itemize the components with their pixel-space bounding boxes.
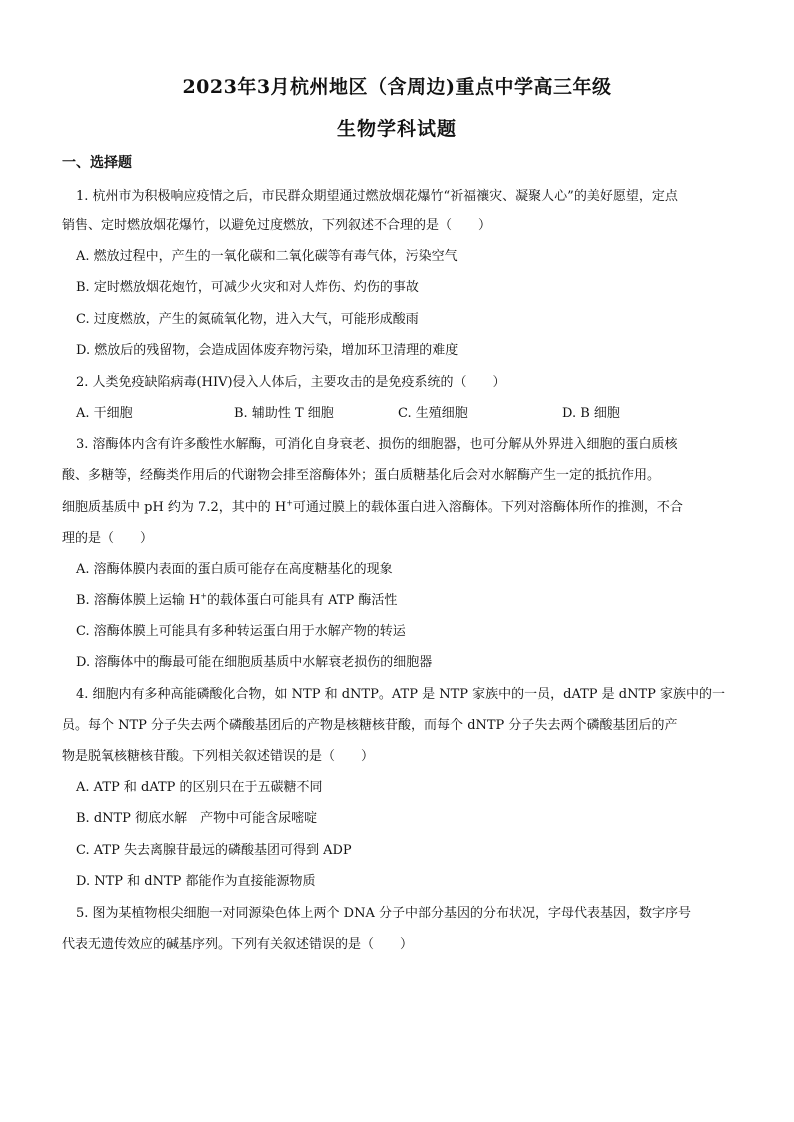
q2-option-a: A. 干细胞 (76, 406, 133, 421)
q5-stem-line1: 5. 图为某植物根尖细胞一对同源染色体上两个 DNA 分子中部分基因的分布状况，字母代表基因，数字序号 (76, 906, 691, 921)
q2-option-b: B. 辅助性 T 细胞 (234, 406, 334, 421)
q1-option-a: A. 燃放过程中，产生的一氧化碳和二氧化碳等有毒气体，污染空气 (76, 249, 458, 264)
q2-stem: 2. 人类免疫缺陷病毒(HIV)侵入人体后，主要攻击的是免疫系统的（ ） (76, 375, 506, 390)
q3-stem-line4: 理的是（ ） (62, 531, 154, 546)
q1-option-c: C. 过度燃放，产生的氮硫氧化物，进入大气，可能形成酸雨 (76, 312, 419, 327)
q3-option-c: C. 溶酶体膜上可能具有多种转运蛋白用于水解产物的转运 (76, 624, 406, 639)
q4-option-d: D. NTP 和 dNTP 都能作为直接能源物质 (76, 874, 316, 889)
exam-title: 2023年3月杭州地区（含周边)重点中学高三年级 (182, 76, 612, 98)
q3-option-b-part1: B. 溶酶体膜上运输 H (76, 593, 201, 608)
q3-option-b (76, 589, 397, 608)
q4-stem-line2: 员。每个 NTP 分子失去两个磷酸基团后的产物是核糖核苷酸，而每个 dNTP 分子失去两个磷酸基团后的产 (62, 718, 678, 733)
q3-stem-line3 (62, 496, 683, 515)
q3-option-a: A. 溶酶体膜内表面的蛋白质可能存在高度糖基化的现象 (76, 562, 393, 577)
q1-option-b: B. 定时燃放烟花炮竹，可减少火灾和对人炸伤、灼伤的事故 (76, 280, 419, 295)
q2-option-c: C. 生殖细胞 (398, 406, 468, 421)
exam-subtitle: 生物学科试题 (336, 118, 457, 140)
q1-stem-line1: 1. 杭州市为积极响应疫情之后，市民群众期望通过燃放烟花爆竹“祈福禳灾、凝聚人心”的美好愿望，定点 (76, 189, 678, 204)
q3-proton-superscript: + (286, 498, 293, 508)
q3-stem-line3-part2: 可通过膜上的载体蛋白进入溶酶体。下列对溶酶体所作的推测，不合 (292, 500, 683, 515)
q3-option-b-superscript: + (200, 591, 207, 601)
section-heading: 一、选择题 (62, 155, 132, 171)
q3-option-d: D. 溶酶体中的酶最可能在细胞质基质中水解衰老损伤的细胞器 (76, 655, 433, 670)
q1-option-d: D. 燃放后的残留物，会造成固体废弃物污染，增加环卫清理的难度 (76, 343, 459, 358)
q1-stem-line2: 销售、定时燃放烟花爆竹，以避免过度燃放，下列叙述不合理的是（ ） (62, 218, 492, 233)
q4-stem-line3: 物是脱氧核糖核苷酸。下列相关叙述错误的是（ ） (62, 749, 375, 764)
q3-stem-line2: 酸、多糖等，经酶类作用后的代谢物会排至溶酶体外；蛋白质糖基化后会对水解酶产生一定的抵抗作用。 (62, 468, 661, 483)
q3-option-b-part2: 的载体蛋白可能具有 ATP 酶活性 (207, 593, 398, 608)
q4-stem-line1: 4. 细胞内有多种高能磷酸化合物，如 NTP 和 dNTP。ATP 是 NTP 家族中的一员，dATP 是 dNTP 家族中的一 (76, 687, 726, 702)
q4-option-c: C. ATP 失去离腺苷最远的磷酸基团可得到 ADP (76, 843, 352, 858)
q3-stem-line1: 3. 溶酶体内含有许多酸性水解酶，可消化自身衰老、损伤的细胞器，也可分解从外界进入细胞的蛋白质核 (76, 437, 678, 452)
q4-option-a: A. ATP 和 dATP 的区别只在于五碳糖不同 (76, 780, 323, 795)
q5-stem-line2: 代表无遗传效应的碱基序列。下列有关叙述错误的是（ ） (62, 937, 414, 952)
q4-option-b: B. dNTP 彻底水解 产物中可能含尿嘧啶 (76, 811, 318, 826)
q2-option-d: D. B 细胞 (562, 406, 620, 421)
q3-stem-line3-part1: 细胞质基质中 pH 约为 7.2，其中的 H (62, 500, 287, 515)
